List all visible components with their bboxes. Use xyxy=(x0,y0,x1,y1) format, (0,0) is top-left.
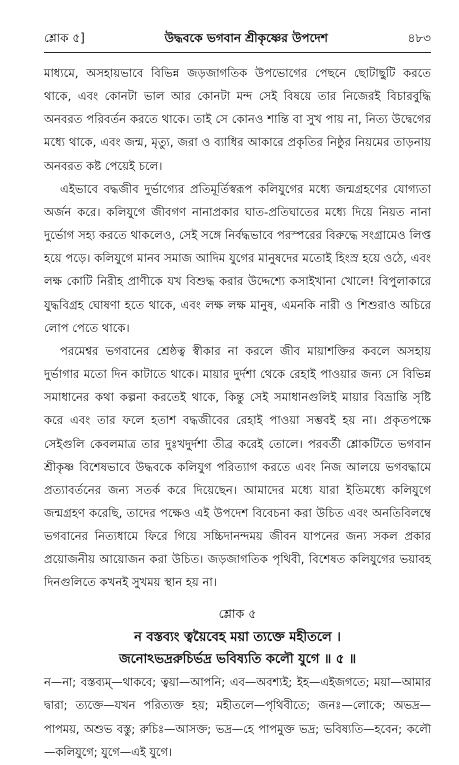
header-verse-label: শ্লোক ৫] xyxy=(44,31,85,45)
header-rule xyxy=(44,52,431,53)
verse-line-2: জনোঽভদ্ররুচির্ভদ্র ভবিষ্যতি কলৌ যুগে ॥ ৫ ॥ xyxy=(118,651,357,667)
verse-heading: শ্লোক ৫ xyxy=(218,605,257,621)
synonyms: ন—না; বস্তব্যম্—থাকবে; ত্বয়া—আপনি; এব—অবশ্যই; ইহ—এইজগতে; ময়া—আমার দ্বারা; ত্যক্তে—যখন পরিত্যক্ত হয়; মহীতলে—পৃথিবীতে; জনঃ—লোকে; অভদ্র—পাপময়, অশুভ বস্তু; রুচিঃ—আসক্ত; ভদ্র—হে পাপমুক্ত ভদ্র; ভবিষ্যতি—হবেন; কলৌ—কলিযুগে; যুগে—এই যুগে। xyxy=(44,674,431,760)
verse-line-1: ন বস্তব্যং ত্বয়ৈবেহ ময়া ত্যক্তে মহীতলে । xyxy=(134,629,341,645)
page-header xyxy=(44,30,431,50)
paragraph-2: এইভাবে বদ্ধজীব দুর্ভাগ্যের প্রতিমূর্তিস্বরূপ কলিযুগের মধ্যে জন্মগ্রহণের যোগ্যতা অর্জন করে। কলিযুগে জীবগণ নানাপ্রকার ঘাত-প্রতিঘাতের মধ্যে দিয়ে নিয়ত নানা দুর্ভোগ সহ্য করতে থাকলেও, সেই সঙ্গে নির্বদ্ধভাবে পরস্পরের বিরুদ্ধে সংগ্রামেও লিপ্ত হয়ে পড়ে। কলিযুগে মানব সমাজ আদিম যুগের মানুষদের মতোই হিংস্র হয়ে ওঠে, এবং লক্ষ কোটি নিরীহ প্রাণীকে যখ বিশুদ্ধ করার উদ্দেশ্যে কসাইখানা খোলে! বিপুলাকারে যুদ্ধবিগ্রহ ঘোষণা হতে থাকে, এবং লক্ষ লক্ষ মানুষ, এমনকি নারী ও শিশুরাও অচিরে লোপ পেতে থাকে। xyxy=(44,181,431,335)
page-number: ৪৮৩ xyxy=(407,31,431,45)
page-body xyxy=(44,62,431,765)
paragraph-3: পরমেশ্বর ভগবানের শ্রেষ্ঠত্ব স্বীকার না করলে জীব মায়াশক্তির কবলে অসহায় দুর্ভাগার মতো দিন কাটাতে থাকে। মায়ার দুর্দশা থেকে রেহাই পাওয়ার জন্য সে বিভিন্ন সমাধানের কথা কল্পনা করতেই থাকে, কিন্তু সেই সমাধানগুলিই মায়ার বিভ্রান্তি সৃষ্টি করে এবং তার ফলে হতাশ বদ্ধজীবের রেহাই পাওয়া সম্ভবই হয় না। প্রকৃতপক্ষে সেইগুলি কেবলমাত্র তার দুঃখদুর্দশা তীব্র করেই তোলে। পরবর্তী শ্লোকটিতে ভগবান শ্রীকৃষ্ণ বিশেষভাবে উদ্ধবকে কলিযুগ পরিত্যাগ করতে এবং নিজ আলয়ে ভগবদ্ধামে প্রত্যাবর্তনের জন্য সতর্ক করে দিয়েছেন। আমাদের মধ্যে যারা ইতিমধ্যে কলিযুগে জন্মগ্রহণ করেছি, তাদের পক্ষেও এই উপদেশ বিবেচনা করা উচিত এবং অনতিবিলম্বে ভগবানের নিত্যধামে ফিরে গিয়ে সচ্চিদানন্দময় জীবন যাপনের জন্য সকল প্রকার প্রয়োজনীয় আয়োজন করা উচিত। জড়জাগতিক পৃথিবী, বিশেষত কলিযুগের ভয়াবহ দিনগুলিতে কখনই সুখময় স্থান হয় না। xyxy=(44,343,431,590)
paragraph-1: মাধ্যমে, অসহায়ভাবে বিভিন্ন জড়জাগতিক উপভোগের পেছনে ছোটাছুটি করতে থাকে, এবং কোনটা ভাল আর কোনটা মন্দ সেই বিষয়ে তার নিজেরই বিচারবুদ্ধি অনবরত পরিবর্তন করতে থাকে। তাই সে কোনও শান্তি বা সুখ পায় না, নিত্য উদ্বেগের মধ্যে থাকে, এবং জন্ম, মৃত্যু, জরা ও ব্যাধির আকারে প্রকৃতির নিষ্ঠুর নিয়মের তাড়নায় অনবরত কষ্ট পেয়েই চলে। xyxy=(44,66,431,173)
header-title: উদ্ধবকে ভগবান শ্রীকৃষ্ণের উপদেশ xyxy=(164,31,328,45)
